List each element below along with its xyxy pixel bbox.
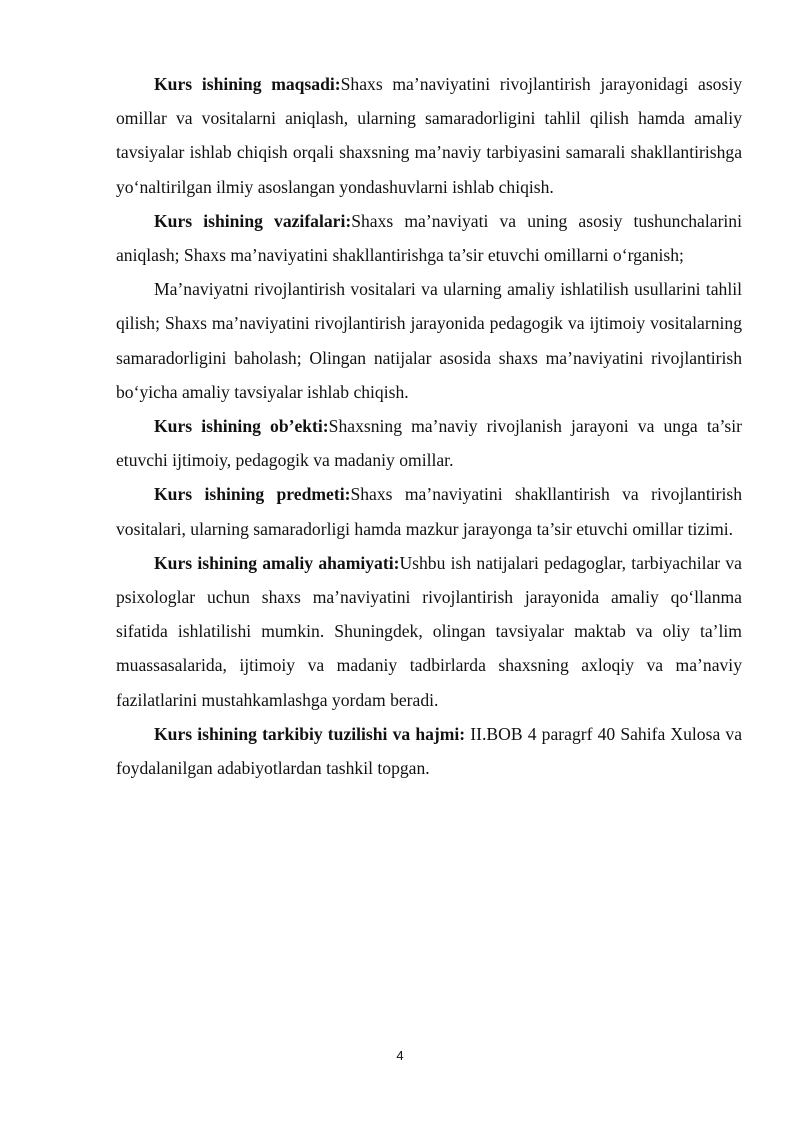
paragraph-practical-significance: [116, 546, 742, 717]
structure-heading: Kurs ishining tarkibiy tuzilishi va hajmi:: [154, 723, 466, 744]
paragraph-object: [116, 409, 742, 477]
paragraph-goal: [116, 67, 742, 204]
paragraph-structure: [116, 717, 742, 785]
object-heading: Kurs ishining ob’ekti:: [154, 416, 329, 437]
tasks-text: Shaxs ma’naviyati va uning asosiy tushunchalarini aniqlash; Shaxs ma’naviyatini shakllantirishga ta’sir etuvchi omillarni o‘rganish;: [116, 210, 742, 266]
paragraph-subject: [116, 477, 742, 545]
goal-heading: Kurs ishining maqsadi:: [154, 74, 341, 94]
page-body: [116, 67, 742, 785]
subject-heading: Kurs ishining predmeti:: [154, 484, 351, 505]
practical-significance-heading: Kurs ishining amaliy ahamiyati:: [154, 552, 400, 573]
goal-text: Shaxs ma’naviyatini rivojlantirish jarayonidagi asosiy omillar va vositalarni aniqlash, ularning samaradorligini tahlil qilish hamda amaliy tavsiyalar ishlab chiqish orqali shaxsning ma’naviy tarbiyasini samarali shakllantirishga yo‘naltirilgan ilmiy asoslangan yondashuvlarni ishlab chiqish.: [116, 74, 743, 197]
tasks-heading: Kurs ishining vazifalari:: [154, 210, 352, 231]
paragraph-tasks: [116, 204, 742, 272]
practical-significance-text: Ushbu ish natijalari pedagoglar, tarbiyachilar va psixologlar uchun shaxs ma’naviyatini rivojlantirish jarayonida amaliy qo‘llanma sifatida ishlatilishi mumkin. Shuningdek, olingan tavsiyalar maktab va oliy ta’lim muassasalarida, ijtimoiy va madaniy tadbirlarda shaxsning axloqiy va ma’naviy fazilatlarini mustahkamlashga yordam beradi.: [116, 552, 742, 710]
object-text: Shaxsning ma’naviy rivojlanish jarayoni va unga ta’sir etuvchi ijtimoiy, pedagogik va madaniy omillar.: [116, 416, 742, 471]
paragraph-tasks-continued: [116, 272, 742, 409]
structure-text: II.BOB 4 paragrf 40 Sahifa Xulosa va foydalanilgan adabiyotlardan tashkil topgan.: [116, 723, 743, 779]
page-number: 4: [396, 1048, 404, 1063]
tasks-continued-text: Ma’naviyatni rivojlantirish vositalari va ularning amaliy ishlatilish usullarini tahlil qilish; Shaxs ma’naviyatini rivojlantirish jarayonida pedagogik va ijtimoiy vositalarning samaradorligini baholash; Olingan natijalar asosida shaxs ma’naviyatini rivojlantirish bo‘yicha amaliy tavsiyalar ishlab chiqish.: [116, 279, 742, 402]
subject-text: Shaxs ma’naviyatini shakllantirish va rivojlantirish vositalari, ularning samaradorligi hamda mazkur jarayonga ta’sir etuvchi omillar tizimi.: [116, 484, 742, 539]
